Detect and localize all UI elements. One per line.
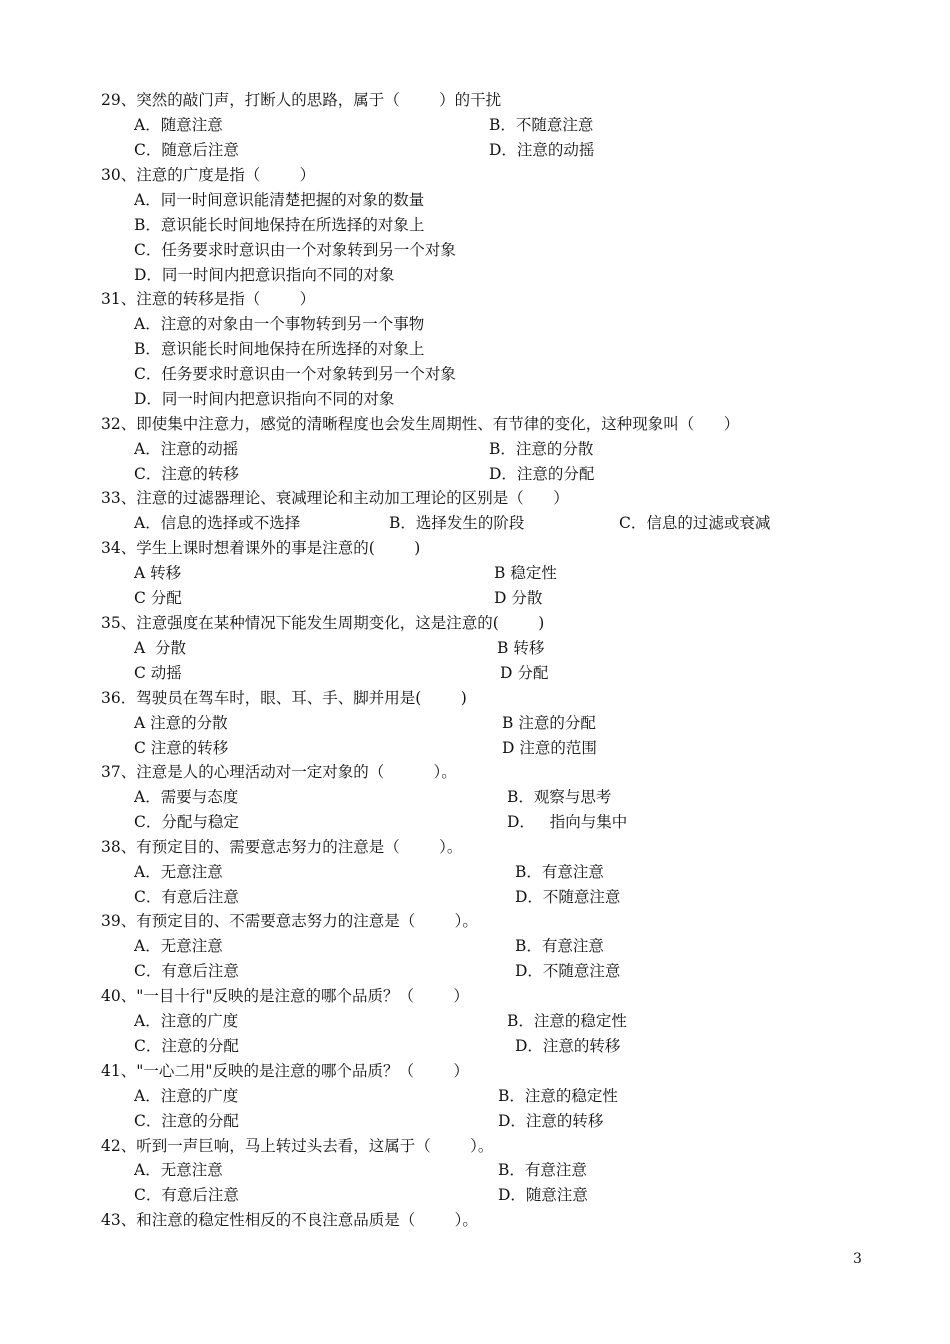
question-37-option-d: D． 指向与集中 [507, 813, 628, 831]
question-38-stem: 38、有预定目的、需要意志努力的注意是（ ）。 [101, 838, 463, 856]
question-37-option-a: A．需要与态度 [134, 788, 239, 806]
question-41-option-d: D．注意的转移 [498, 1112, 604, 1130]
page-number: 3 [853, 1251, 862, 1267]
question-35-option-c: C 动摇 [134, 664, 182, 682]
question-30-option-b: B．意识能长时间地保持在所选择的对象上 [134, 216, 425, 234]
question-30-option-c: C．任务要求时意识由一个对象转到另一个对象 [134, 241, 456, 259]
question-39-option-b: B．有意注意 [515, 937, 604, 955]
question-31-option-a: A．注意的对象由一个事物转到另一个事物 [134, 315, 425, 333]
question-32-option-d: D．注意的分配 [489, 465, 595, 483]
question-35-option-d: D 分配 [500, 664, 549, 682]
question-41-option-a: A．注意的广度 [134, 1087, 239, 1105]
question-41-option-c: C．注意的分配 [134, 1112, 239, 1130]
question-39-option-a: A．无意注意 [134, 937, 223, 955]
question-42-option-a: A．无意注意 [134, 1161, 223, 1179]
question-40-option-a: A．注意的广度 [134, 1012, 239, 1030]
question-36-stem: 36．驾驶员在驾车时，眼、耳、手、脚并用是( ) [101, 689, 467, 707]
question-35-option-b: B 转移 [497, 639, 545, 657]
question-32-option-c: C．注意的转移 [134, 465, 239, 483]
question-37-stem: 37、注意是人的心理活动对一定对象的（ ）。 [101, 763, 457, 781]
question-39-option-d: D．不随意注意 [515, 962, 621, 980]
question-29-option-c: C．随意后注意 [134, 141, 239, 159]
question-43-stem: 43、和注意的稳定性相反的不良注意品质是（ ）。 [101, 1211, 478, 1229]
question-34-stem: 34、学生上课时想着课外的事是注意的( ) [101, 539, 421, 557]
question-40-stem: 40、"一目十行"反映的是注意的哪个品质？（ ） [101, 987, 469, 1005]
question-31-option-b: B．意识能长时间地保持在所选择的对象上 [134, 340, 425, 358]
question-31-stem: 31、注意的转移是指（ ） [101, 290, 316, 308]
question-30-option-d: D．同一时间内把意识指向不同的对象 [134, 266, 395, 284]
question-38-option-c: C．有意后注意 [134, 888, 239, 906]
question-37-option-b: B．观察与思考 [507, 788, 612, 806]
question-36-option-c: C 注意的转移 [134, 739, 229, 757]
question-35-option-a: A 分散 [134, 639, 187, 657]
question-42-option-d: D．随意注意 [498, 1186, 588, 1204]
question-40-option-c: C．注意的分配 [134, 1037, 239, 1055]
question-33-option-b: B．选择发生的阶段 [389, 514, 525, 532]
question-29-option-d: D．注意的动摇 [489, 141, 595, 159]
question-36-option-d: D 注意的范围 [502, 739, 597, 757]
question-29-option-a: A．随意注意 [134, 116, 223, 134]
question-37-option-c: C．分配与稳定 [134, 813, 239, 831]
question-32-option-a: A．注意的动摇 [134, 440, 239, 458]
question-34-option-c: C 分配 [134, 589, 182, 607]
question-38-option-b: B．有意注意 [515, 863, 604, 881]
question-29-stem: 29、突然的敲门声，打断人的思路，属于（ ）的干扰 [101, 91, 502, 109]
question-40-option-d: D．注意的转移 [515, 1037, 621, 1055]
question-42-stem: 42、听到一声巨响，马上转过头去看，这属于（ ）。 [101, 1137, 494, 1155]
question-38-option-a: A．无意注意 [134, 863, 223, 881]
question-42-option-c: C．有意后注意 [134, 1186, 239, 1204]
question-30-option-a: A．同一时间意识能清楚把握的对象的数量 [134, 191, 425, 209]
question-38-option-d: D．不随意注意 [515, 888, 621, 906]
question-41-option-b: B．注意的稳定性 [498, 1087, 618, 1105]
question-32-stem: 32、即使集中注意力，感觉的清晰程度也会发生周期性、有节律的变化，这种现象叫（ ） [101, 415, 740, 433]
question-34-option-d: D 分散 [494, 589, 543, 607]
question-42-option-b: B．有意注意 [498, 1161, 587, 1179]
question-39-stem: 39、有预定目的、不需要意志努力的注意是（ ）。 [101, 912, 478, 930]
question-35-stem: 35、注意强度在某种情况下能发生周期变化，这是注意的( ) [101, 614, 545, 632]
question-36-option-a: A 注意的分散 [134, 714, 228, 732]
question-32-option-b: B．注意的分散 [489, 440, 594, 458]
question-34-option-a: A 转移 [134, 564, 182, 582]
question-39-option-c: C．有意后注意 [134, 962, 239, 980]
question-33-option-a: A．信息的选择或不选择 [134, 514, 301, 532]
question-33-stem: 33、注意的过滤器理论、衰减理论和主动加工理论的区别是（ ） [101, 489, 569, 507]
question-36-option-b: B 注意的分配 [502, 714, 596, 732]
question-33-option-c: C．信息的过滤或衰减 [619, 514, 771, 532]
question-31-option-d: D．同一时间内把意识指向不同的对象 [134, 390, 395, 408]
question-29-option-b: B．不随意注意 [489, 116, 594, 134]
question-34-option-b: B 稳定性 [494, 564, 557, 582]
question-40-option-b: B．注意的稳定性 [507, 1012, 627, 1030]
question-31-option-c: C．任务要求时意识由一个对象转到另一个对象 [134, 365, 456, 383]
question-30-stem: 30、注意的广度是指（ ） [101, 166, 316, 184]
question-41-stem: 41、"一心二用"反映的是注意的哪个品质？（ ） [101, 1062, 469, 1080]
